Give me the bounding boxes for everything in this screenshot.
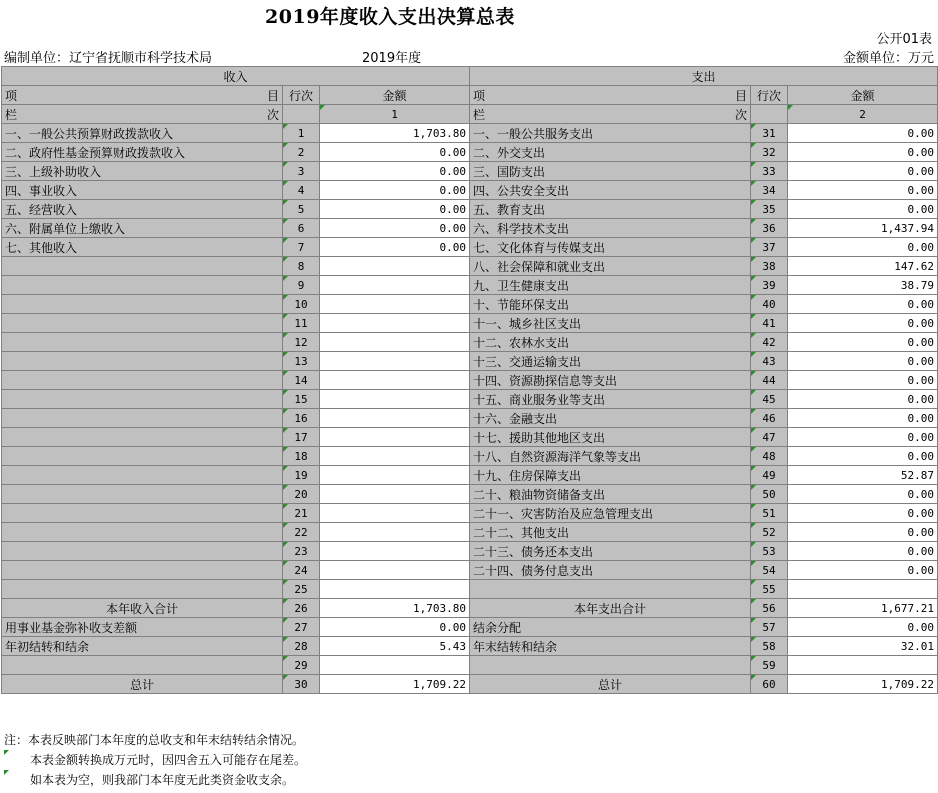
col-left-label: 栏	[473, 107, 486, 122]
income-item-label: 年初结转和结余	[2, 637, 283, 656]
item-left-label: 项	[473, 88, 486, 103]
expense-amount: 0.00	[788, 295, 938, 314]
table-row	[2, 143, 938, 162]
income-line-no: 6	[283, 219, 320, 238]
expense-item-label: 二十、粮油物资储备支出	[470, 485, 751, 504]
income-line-no: 14	[283, 371, 320, 390]
footnote-1: 注：本表反映部门本年度的总收支和年末结转结余情况。	[4, 733, 305, 747]
expense-line-no: 57	[751, 618, 788, 637]
form-number: 公开01表	[876, 32, 932, 47]
expense-amount: 0.00	[788, 523, 938, 542]
income-amount	[320, 295, 470, 314]
expense-line-no: 46	[751, 409, 788, 428]
expense-amount: 38.79	[788, 276, 938, 295]
expense-amount: 52.87	[788, 466, 938, 485]
expense-item-label: 十二、农林水支出	[470, 333, 751, 352]
income-item-label	[2, 580, 283, 599]
expense-line-no: 58	[751, 637, 788, 656]
table-row	[2, 390, 938, 409]
income-line-no: 25	[283, 580, 320, 599]
income-line-no: 27	[283, 618, 320, 637]
table-row	[2, 618, 938, 637]
income-line-no: 1	[283, 124, 320, 143]
expense-line-no-header: 行次	[751, 86, 788, 105]
expense-item-label: 九、卫生健康支出	[470, 276, 751, 295]
income-amount	[320, 485, 470, 504]
expense-item-label: 一、一般公共服务支出	[470, 124, 751, 143]
expense-line-no: 51	[751, 504, 788, 523]
income-item-label: 总计	[2, 675, 283, 694]
income-item-label	[2, 504, 283, 523]
table-row	[2, 371, 938, 390]
expense-item-label: 三、国防支出	[470, 162, 751, 181]
expense-amount: 0.00	[788, 504, 938, 523]
expense-line-no: 35	[751, 200, 788, 219]
expense-amount-header: 金额	[788, 86, 938, 105]
expense-item-label: 十七、援助其他地区支出	[470, 428, 751, 447]
income-line-no: 4	[283, 181, 320, 200]
income-line-no: 5	[283, 200, 320, 219]
expense-item-label: 十六、金融支出	[470, 409, 751, 428]
income-item-header	[2, 86, 283, 105]
expense-line-no: 38	[751, 257, 788, 276]
income-line-no: 19	[283, 466, 320, 485]
income-amount	[320, 409, 470, 428]
income-amount	[320, 580, 470, 599]
expense-col-no: 2	[788, 105, 938, 124]
expense-item-label: 十、节能环保支出	[470, 295, 751, 314]
footnote-3: 如本表为空，则我部门本年度无此类资金收支余。	[4, 770, 306, 790]
income-line-no-blank	[283, 105, 320, 124]
income-amount: 1,703.80	[320, 599, 470, 618]
expense-line-no: 40	[751, 295, 788, 314]
income-amount	[320, 371, 470, 390]
income-item-label: 四、事业收入	[2, 181, 283, 200]
income-line-no: 13	[283, 352, 320, 371]
expense-amount: 0.00	[788, 143, 938, 162]
income-item-label	[2, 295, 283, 314]
expense-item-label: 结余分配	[470, 618, 751, 637]
income-line-no: 20	[283, 485, 320, 504]
table-row	[2, 295, 938, 314]
income-amount	[320, 276, 470, 295]
expense-amount: 0.00	[788, 542, 938, 561]
expense-item-label	[470, 656, 751, 675]
expense-item-label: 二十二、其他支出	[470, 523, 751, 542]
expense-amount: 0.00	[788, 352, 938, 371]
expense-amount: 0.00	[788, 162, 938, 181]
expense-amount: 0.00	[788, 428, 938, 447]
income-col-no: 1	[320, 105, 470, 124]
table-row	[2, 257, 938, 276]
table-row	[2, 656, 938, 675]
income-item-label	[2, 466, 283, 485]
expense-line-no: 52	[751, 523, 788, 542]
expense-amount: 0.00	[788, 561, 938, 580]
income-line-no: 15	[283, 390, 320, 409]
table-row	[2, 162, 938, 181]
income-line-no: 3	[283, 162, 320, 181]
expense-amount: 0.00	[788, 238, 938, 257]
table-row	[2, 599, 938, 618]
item-right-label: 目	[734, 88, 747, 103]
expense-amount: 0.00	[788, 124, 938, 143]
expense-item-label: 十五、商业服务业等支出	[470, 390, 751, 409]
table-row	[2, 276, 938, 295]
expense-amount: 0.00	[788, 181, 938, 200]
expense-line-no: 37	[751, 238, 788, 257]
table-row	[2, 219, 938, 238]
expense-amount: 0.00	[788, 485, 938, 504]
income-line-no: 23	[283, 542, 320, 561]
expense-line-no: 60	[751, 675, 788, 694]
income-item-label	[2, 447, 283, 466]
expense-line-no: 31	[751, 124, 788, 143]
expense-item-label: 二、外交支出	[470, 143, 751, 162]
income-item-label	[2, 333, 283, 352]
expense-line-no: 32	[751, 143, 788, 162]
table-row	[2, 504, 938, 523]
expense-line-no: 55	[751, 580, 788, 599]
income-line-no: 9	[283, 276, 320, 295]
table-row	[2, 181, 938, 200]
expense-item-label: 八、社会保障和就业支出	[470, 257, 751, 276]
income-amount	[320, 390, 470, 409]
expense-line-no: 44	[751, 371, 788, 390]
income-amount: 0.00	[320, 181, 470, 200]
income-item-label	[2, 485, 283, 504]
footnote-2: 本表金额转换成万元时，因四舍五入可能存在尾差。	[4, 750, 306, 770]
expense-amount: 1,437.94	[788, 219, 938, 238]
expense-amount: 0.00	[788, 314, 938, 333]
expense-item-label: 总计	[470, 675, 751, 694]
col-right-label: 次	[266, 107, 279, 122]
income-amount	[320, 428, 470, 447]
income-line-no: 11	[283, 314, 320, 333]
table-row	[2, 447, 938, 466]
income-amount	[320, 352, 470, 371]
income-line-no: 26	[283, 599, 320, 618]
income-amount	[320, 257, 470, 276]
table-row	[2, 542, 938, 561]
income-line-no: 24	[283, 561, 320, 580]
income-amount-header: 金额	[320, 86, 470, 105]
income-item-label	[2, 428, 283, 447]
income-item-label: 五、经营收入	[2, 200, 283, 219]
income-amount: 1,709.22	[320, 675, 470, 694]
expense-line-no-blank	[751, 105, 788, 124]
col-left-label: 栏	[5, 107, 18, 122]
expense-line-no: 48	[751, 447, 788, 466]
budget-summary-table	[1, 66, 938, 694]
table-row	[2, 637, 938, 656]
expense-amount: 0.00	[788, 447, 938, 466]
expense-section-header: 支出	[470, 67, 938, 86]
expense-item-label: 四、公共安全支出	[470, 181, 751, 200]
expense-line-no: 39	[751, 276, 788, 295]
expense-amount: 0.00	[788, 409, 938, 428]
expense-line-no: 36	[751, 219, 788, 238]
item-right-label: 目	[266, 88, 279, 103]
expense-line-no: 33	[751, 162, 788, 181]
expense-line-no: 50	[751, 485, 788, 504]
income-amount	[320, 561, 470, 580]
income-line-no: 8	[283, 257, 320, 276]
income-line-no: 21	[283, 504, 320, 523]
expense-item-label: 十四、资源勘探信息等支出	[470, 371, 751, 390]
expense-amount: 1,677.21	[788, 599, 938, 618]
expense-item-label: 十八、自然资源海洋气象等支出	[470, 447, 751, 466]
income-item-label	[2, 561, 283, 580]
income-amount: 0.00	[320, 162, 470, 181]
expense-col-index-header	[470, 105, 751, 124]
income-amount: 0.00	[320, 200, 470, 219]
expense-item-label: 七、文化体育与传媒支出	[470, 238, 751, 257]
table-row	[2, 523, 938, 542]
income-line-no: 10	[283, 295, 320, 314]
org-label: 编制单位：辽宁省抚顺市科学技术局	[4, 51, 213, 66]
income-amount	[320, 523, 470, 542]
income-item-label: 七、其他收入	[2, 238, 283, 257]
expense-line-no: 53	[751, 542, 788, 561]
table-row	[2, 561, 938, 580]
income-item-label: 六、附属单位上缴收入	[2, 219, 283, 238]
expense-item-label: 二十四、债务付息支出	[470, 561, 751, 580]
income-item-label	[2, 656, 283, 675]
expense-item-header	[470, 86, 751, 105]
expense-line-no: 45	[751, 390, 788, 409]
expense-line-no: 56	[751, 599, 788, 618]
report-title: 2019年度收入支出决算总表	[265, 6, 515, 28]
income-item-label	[2, 276, 283, 295]
income-item-label	[2, 371, 283, 390]
income-amount: 0.00	[320, 238, 470, 257]
footnotes	[4, 730, 306, 790]
income-line-no: 30	[283, 675, 320, 694]
income-line-no: 29	[283, 656, 320, 675]
table-row	[2, 314, 938, 333]
expense-amount: 0.00	[788, 333, 938, 352]
income-amount	[320, 656, 470, 675]
income-amount: 0.00	[320, 143, 470, 162]
income-amount: 0.00	[320, 618, 470, 637]
income-amount: 1,703.80	[320, 124, 470, 143]
expense-item-label: 本年支出合计	[470, 599, 751, 618]
income-line-no: 2	[283, 143, 320, 162]
table-row	[2, 352, 938, 371]
income-amount: 0.00	[320, 219, 470, 238]
income-item-label	[2, 523, 283, 542]
expense-item-label: 年末结转和结余	[470, 637, 751, 656]
income-line-no: 16	[283, 409, 320, 428]
income-item-label	[2, 542, 283, 561]
table-row	[2, 428, 938, 447]
table-row	[2, 200, 938, 219]
expense-line-no: 34	[751, 181, 788, 200]
income-item-label	[2, 314, 283, 333]
expense-amount: 0.00	[788, 200, 938, 219]
income-item-label	[2, 409, 283, 428]
expense-amount	[788, 656, 938, 675]
income-line-no: 7	[283, 238, 320, 257]
amount-unit: 金额单位：万元	[842, 51, 934, 66]
income-amount	[320, 504, 470, 523]
income-item-label	[2, 390, 283, 409]
expense-amount: 0.00	[788, 390, 938, 409]
expense-item-label: 十三、交通运输支出	[470, 352, 751, 371]
expense-item-label	[470, 580, 751, 599]
expense-item-label: 二十一、灾害防治及应急管理支出	[470, 504, 751, 523]
table-row	[2, 485, 938, 504]
income-line-no: 22	[283, 523, 320, 542]
income-amount	[320, 314, 470, 333]
expense-amount: 147.62	[788, 257, 938, 276]
income-line-no-header: 行次	[283, 86, 320, 105]
expense-line-no: 42	[751, 333, 788, 352]
expense-line-no: 41	[751, 314, 788, 333]
income-amount	[320, 447, 470, 466]
expense-line-no: 49	[751, 466, 788, 485]
expense-amount: 32.01	[788, 637, 938, 656]
income-item-label: 一、一般公共预算财政拨款收入	[2, 124, 283, 143]
expense-line-no: 47	[751, 428, 788, 447]
col-right-label: 次	[734, 107, 747, 122]
item-left-label: 项	[5, 88, 18, 103]
expense-item-label: 十九、住房保障支出	[470, 466, 751, 485]
income-amount	[320, 333, 470, 352]
income-col-index-header	[2, 105, 283, 124]
income-item-label: 本年收入合计	[2, 599, 283, 618]
column-index-row	[2, 105, 938, 124]
table-row	[2, 466, 938, 485]
table-row	[2, 580, 938, 599]
fiscal-year: 2019年度	[362, 51, 422, 66]
table-row	[2, 409, 938, 428]
income-amount: 5.43	[320, 637, 470, 656]
table-row	[2, 238, 938, 257]
income-line-no: 17	[283, 428, 320, 447]
header-info-row	[0, 47, 934, 65]
income-item-label: 用事业基金弥补收支差额	[2, 618, 283, 637]
table-row	[2, 675, 938, 694]
expense-amount: 0.00	[788, 618, 938, 637]
income-item-label	[2, 257, 283, 276]
expense-item-label: 六、科学技术支出	[470, 219, 751, 238]
expense-item-label: 二十三、债务还本支出	[470, 542, 751, 561]
table-row	[2, 333, 938, 352]
expense-line-no: 54	[751, 561, 788, 580]
income-amount	[320, 542, 470, 561]
income-line-no: 12	[283, 333, 320, 352]
income-section-header: 收入	[2, 67, 470, 86]
section-header-row	[2, 67, 938, 86]
expense-amount	[788, 580, 938, 599]
income-line-no: 28	[283, 637, 320, 656]
expense-line-no: 59	[751, 656, 788, 675]
expense-line-no: 43	[751, 352, 788, 371]
income-line-no: 18	[283, 447, 320, 466]
income-amount	[320, 466, 470, 485]
expense-item-label: 十一、城乡社区支出	[470, 314, 751, 333]
column-header-row	[2, 86, 938, 105]
income-item-label	[2, 352, 283, 371]
expense-item-label: 五、教育支出	[470, 200, 751, 219]
income-item-label: 二、政府性基金预算财政拨款收入	[2, 143, 283, 162]
expense-amount: 0.00	[788, 371, 938, 390]
expense-amount: 1,709.22	[788, 675, 938, 694]
income-item-label: 三、上级补助收入	[2, 162, 283, 181]
table-row	[2, 124, 938, 143]
